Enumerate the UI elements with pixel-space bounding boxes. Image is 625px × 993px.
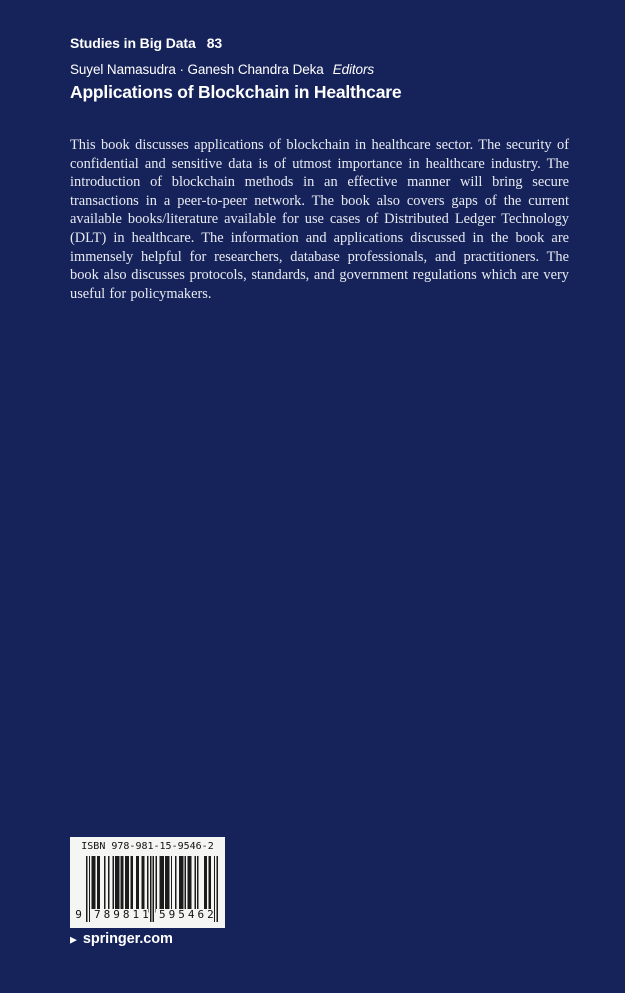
ean13-barcode: [70, 856, 225, 922]
barcode-digit-first: 9: [73, 909, 84, 921]
isbn-label: ISBN 978-981-15-9546-2: [81, 841, 214, 852]
editors-line: [70, 62, 374, 77]
publisher-line: [70, 931, 173, 947]
barcode-digits-left: 789811: [91, 909, 148, 921]
editor-names: Suyel Namasudra · Ganesh Chandra Deka: [70, 62, 324, 77]
book-title: Applications of Blockchain in Healthcare: [70, 82, 402, 102]
book-description: This book discusses applications of blockchain in healthcare sector. The security of confidential and sensitive data is of utmost importance in healthcare industry. The introduction of blockchain methods in an effective manner will bring secure transactions in a peer-to-peer network. The book also covers gaps of the current available books/literature available for use cases of Distributed Ledger Technology (DLT) in healthcare. The information and applications discussed in the book are immensely helpful for researchers, database professionals, and practitioners. The book also discusses protocols, standards, and government regulations which are very useful for policymakers.: [70, 137, 569, 302]
springer-url: springer.com: [82, 931, 173, 947]
editors-role-label: Editors: [332, 62, 375, 77]
series-number: 83: [206, 35, 223, 51]
isbn-barcode-box: [70, 837, 225, 928]
springer-arrow-icon: ▶: [70, 934, 77, 945]
series-line: [70, 35, 222, 51]
barcode-digits-right: 595462: [156, 909, 213, 921]
series-title: Studies in Big Data: [70, 35, 196, 51]
